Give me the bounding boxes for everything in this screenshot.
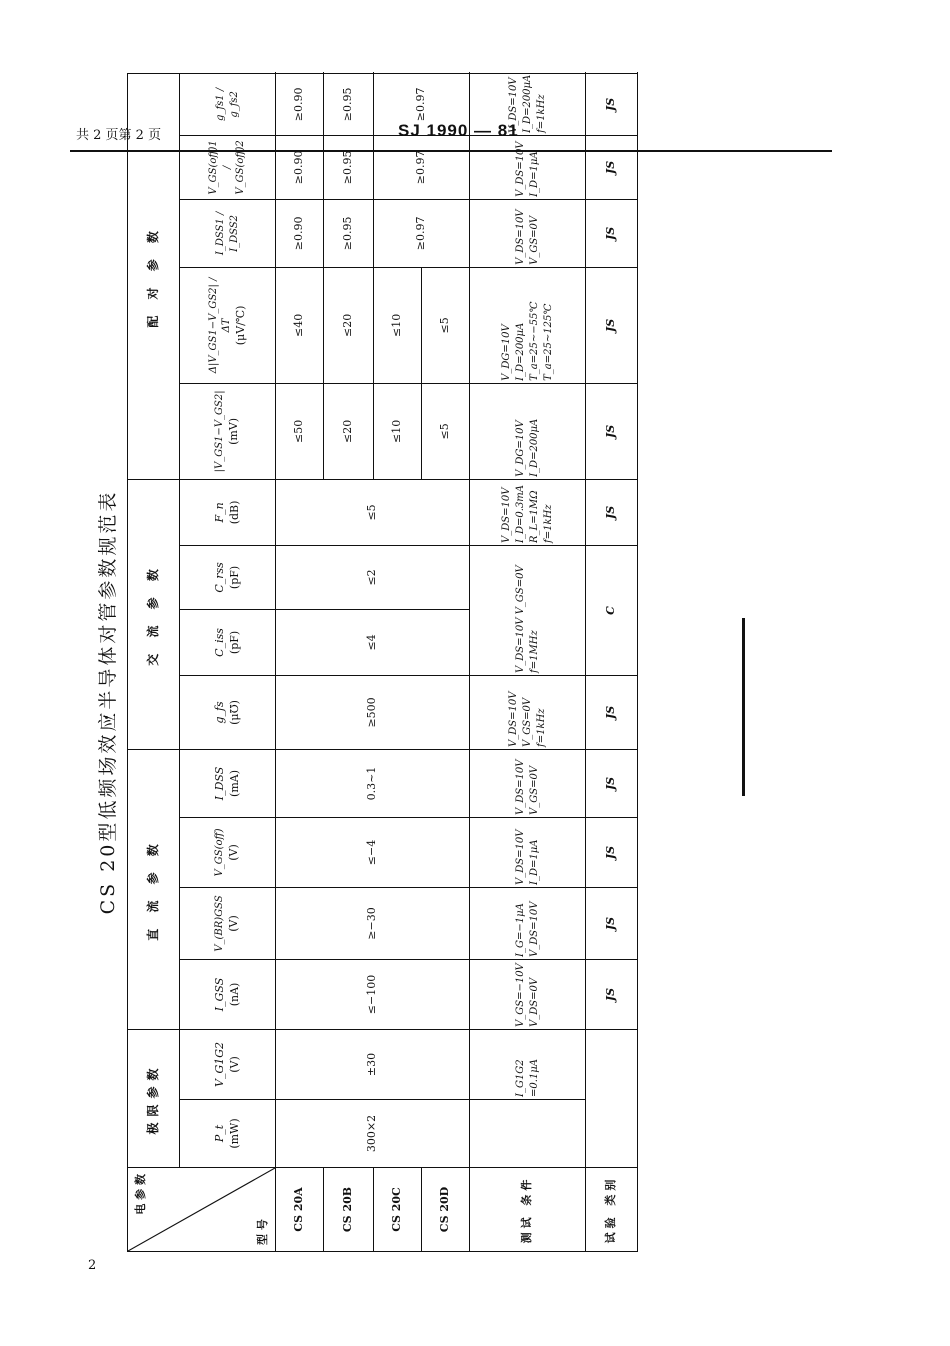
value-idss-ratio-cd: ≥0.97 (374, 199, 470, 267)
cond-vbr: I_G=−1μA V_DS=10V (470, 887, 586, 959)
model-cs20d: CS 20D (422, 1168, 470, 1252)
type-limit (586, 1029, 638, 1167)
type-fn: JS (586, 479, 638, 545)
param-unit: (dB) (227, 500, 241, 525)
value-dvgs-c: ≤10 (374, 383, 422, 479)
param-symbol: g_fs (212, 701, 226, 724)
value-vgsoff: ≤−4 (276, 817, 470, 887)
cond-idss-ratio: V_DS=10V V_GS=0V (470, 199, 586, 267)
param-unit: (mV) (226, 417, 240, 445)
page-count: 共 2 页第 2 页 (76, 128, 162, 143)
type-dvgs: JS (586, 383, 638, 479)
param-symbol: V_GS(off)1 / V_GS(off)2 (208, 140, 247, 195)
cond-vgg: I_G1G2 =0.1μA (470, 1029, 586, 1099)
param-unit: (V) (226, 915, 240, 932)
model-cs20b: CS 20B (324, 1168, 374, 1252)
cond-idss: V_DS=10V V_GS=0V (470, 749, 586, 817)
param-unit: (mW) (227, 1118, 241, 1149)
param-unit: (μV/℃) (233, 305, 247, 346)
cond-capacitance: V_DS=10V V_GS=0V f=1MHz (470, 545, 586, 675)
cond-drift: V_DG=10V I_D=200μA T_a=25~−55℃ T_a=25~125℃ (470, 267, 586, 383)
param-crss (180, 545, 276, 609)
corner-header (128, 1168, 276, 1252)
category-match: 配 对 参 数 (128, 73, 180, 479)
value-vbr: ≥−30 (276, 887, 470, 959)
param-symbol: C_rss (212, 562, 226, 593)
value-igss: ≤−100 (276, 959, 470, 1029)
value-vgg: ±30 (276, 1029, 470, 1099)
value-idss-ratio-a: ≥0.90 (276, 199, 324, 267)
param-idss (180, 749, 276, 817)
param-unit: (mA) (227, 769, 241, 797)
value-crss: ≤2 (276, 545, 470, 609)
param-symbol: V_(BR)GSS (214, 895, 226, 952)
param-gfs (180, 675, 276, 749)
param-symbol: C_iss (212, 628, 226, 657)
value-gfs-ratio-cd: ≥0.97 (374, 73, 470, 135)
value-drift-c: ≤10 (374, 267, 422, 383)
cond-fn: V_DS=10V I_D=0.3mA R_L=1MΩ f=1kHz (470, 479, 586, 545)
value-vgsoff-ratio-b: ≥0.95 (324, 135, 374, 199)
type-igss: JS (586, 959, 638, 1029)
param-vbr (180, 887, 276, 959)
model-cs20c: CS 20C (374, 1168, 422, 1252)
type-idss-ratio: JS (586, 199, 638, 267)
cond-gfs: V_DS=10V V_GS=0V f=1kHz (470, 675, 586, 749)
type-drift: JS (586, 267, 638, 383)
param-symbol: |V_GS1−V_GS2| (214, 390, 226, 473)
cond-dvgs: V_DG=10V I_D=200μA (470, 383, 586, 479)
param-dvgs (180, 383, 276, 479)
value-drift-a: ≤40 (276, 267, 324, 383)
cond-vgsoff: V_DS=10V I_D=1μA (470, 817, 586, 887)
type-vgsoff-ratio: JS (586, 135, 638, 199)
cond-igss: V_GS=−10V V_DS=0V (470, 959, 586, 1029)
value-gfs: ≥500 (276, 675, 470, 749)
param-symbol: V_GS(off) (214, 828, 226, 877)
param-unit: (pF) (227, 630, 241, 655)
param-unit: (nA) (227, 982, 241, 1007)
type-vbr: JS (586, 887, 638, 959)
value-pt: 300×2 (276, 1100, 470, 1168)
param-symbol: Δ|V_GS1−V_GS2| / ΔT (207, 277, 233, 374)
param-symbol: V_G1G2 (212, 1041, 226, 1087)
corner-bottom-label: 型 号 (256, 1219, 270, 1245)
model-cs20a: CS 20A (276, 1168, 324, 1252)
value-gfs-ratio-b: ≥0.95 (324, 73, 374, 135)
param-ciss (180, 609, 276, 675)
type-gfs-ratio: JS (586, 73, 638, 135)
spec-table (127, 73, 638, 1252)
param-vgg (180, 1029, 276, 1099)
value-vgsoff-ratio-cd: ≥0.97 (374, 135, 470, 199)
type-gfs: JS (586, 675, 638, 749)
standard-number: SJ 1990 — 81 (398, 121, 519, 140)
value-idss: 0.3~1 (276, 749, 470, 817)
param-drift (180, 267, 276, 383)
param-symbol: g_fs1 / g_fs2 (215, 87, 240, 121)
category-dc: 直 流 参 数 (128, 749, 180, 1029)
param-symbol: I_DSS1 / I_DSS2 (215, 211, 240, 256)
cond-pt (470, 1100, 586, 1168)
param-vgsoff (180, 817, 276, 887)
param-gfs-ratio (180, 73, 276, 135)
value-vgsoff-ratio-a: ≥0.90 (276, 135, 324, 199)
type-capacitance: C (586, 545, 638, 675)
cond-vgsoff-ratio: V_DS=10V I_D=1μA (470, 135, 586, 199)
row-label-test-conditions: 测试 条件 (470, 1168, 586, 1252)
param-unit: (V) (226, 844, 240, 861)
param-symbol: P_t (212, 1124, 226, 1143)
param-idss-ratio (180, 199, 276, 267)
value-dvgs-a: ≤50 (276, 383, 324, 479)
param-symbol: I_DSS (212, 766, 226, 801)
value-drift-d: ≤5 (422, 267, 470, 383)
param-unit: (pF) (227, 565, 241, 590)
value-ciss: ≤4 (276, 609, 470, 675)
row-label-test-type: 试验 类别 (586, 1168, 638, 1252)
param-igss (180, 959, 276, 1029)
param-symbol: I_GSS (212, 977, 226, 1012)
value-drift-b: ≤20 (324, 267, 374, 383)
value-idss-ratio-b: ≥0.95 (324, 199, 374, 267)
margin-bar (742, 618, 745, 796)
param-symbol: F_n (212, 502, 226, 523)
cond-gfs-ratio: V_DS=10V I_D=200μA f=1kHz (470, 73, 586, 135)
category-limit: 极限参数 (128, 1029, 180, 1167)
param-pt (180, 1100, 276, 1168)
param-unit: (V) (227, 1056, 241, 1073)
value-gfs-ratio-a: ≥0.90 (276, 73, 324, 135)
table-title: CS 20型低频场效应半导体对管参数规范表 (97, 489, 119, 915)
page-number: 2 (88, 1258, 97, 1273)
value-dvgs-d: ≤5 (422, 383, 470, 479)
type-idss: JS (586, 749, 638, 817)
param-vgsoff-ratio (180, 135, 276, 199)
param-fn (180, 479, 276, 545)
param-unit: (μ℧) (227, 700, 241, 725)
value-dvgs-b: ≤20 (324, 383, 374, 479)
value-fn: ≤5 (276, 479, 470, 545)
type-vgsoff: JS (586, 817, 638, 887)
category-ac: 交 流 参 数 (128, 479, 180, 749)
corner-top-label: 电 参 数 (134, 1174, 147, 1215)
